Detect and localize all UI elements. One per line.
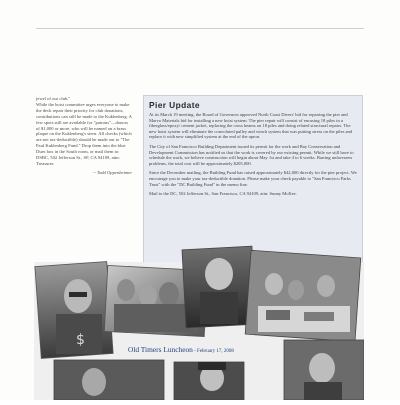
photo-smiling-man bbox=[182, 246, 256, 328]
svg-text:$: $ bbox=[76, 332, 85, 348]
photo-table-group bbox=[245, 250, 361, 341]
caption-date: - February 17, 2008 bbox=[192, 349, 234, 354]
photo-man-cap bbox=[174, 362, 244, 400]
author-signature: ~ Todd Oppenheimer bbox=[93, 169, 132, 175]
top-divider bbox=[36, 28, 364, 29]
pier-update-title: Pier Update bbox=[149, 100, 200, 110]
photo-bottom-left bbox=[54, 360, 164, 400]
photo-man-left bbox=[35, 262, 113, 359]
left-column bbox=[36, 96, 132, 176]
pier-update-paragraph: At its March 19 meeting, the Board of Governors approved North Coast Divers' bid for repairing the pier and Marvo Materials bid for installing a new hoist system. The pier repair will consist of encasing 18 piles in a fiberglass/epoxy/ cement jacket, replacing the cross beams on 18 piles and doing related structural repairs. The new hoist system will eliminate the convoluted pulley and winch system that was putting stress on the piles and replace it with new simplified system at the end of the apron. bbox=[149, 112, 353, 140]
photo-woman-right bbox=[284, 340, 364, 400]
left-column-paragraph: While the hoist committee urges everyone to make the deck repair their priority for club donations, contributions can still be made to the Kuklenberg. A few spots still are available for "patrons"—donors of $1,000 or more, who will be named on a brass plaque on the Kuklenberg's stern. All checks (which are not tax-deductible) should be made out to "The Paul Kuklenberg Fund." Drop them into the blue Dues box in the South room, or mail them to: DSBC, 502 Jefferson St., SF, CA 94109, attn: Treasurer. bbox=[36, 101, 132, 166]
photo-collage bbox=[34, 244, 364, 400]
caption-title: Old Timers Luncheon bbox=[128, 345, 193, 354]
collage-caption bbox=[128, 345, 234, 354]
left-column-paragraph: jewel of our club." bbox=[36, 96, 71, 101]
collage-photos bbox=[34, 244, 364, 400]
pier-update-box bbox=[143, 95, 363, 268]
pier-update-paragraph: The City of San Francisco Building Department issued its permit for the work and Bay Conservation and Development Commission has notified us that the work is covered by our existing permit. While we still have to schedule the work, we believe construction will begin about May 1st and take 4 to 6 weeks. Barring unforeseen problems, the total cost will be approximately $205,000. bbox=[149, 143, 354, 166]
pier-update-paragraph: Since the December mailing, the Building Fund has raised approximately $42,000 directly for the pier project. We encourage you to make your tax-deductible donation. Please make your check payable to "San Francisco Parks Trust" with the "DC Building Fund" in the memo line. bbox=[149, 170, 357, 187]
pier-update-paragraph: Mail to the DC, 502 Jefferson St., San Francisco, CA 94109, attn: Sunny McKee. bbox=[149, 191, 297, 197]
